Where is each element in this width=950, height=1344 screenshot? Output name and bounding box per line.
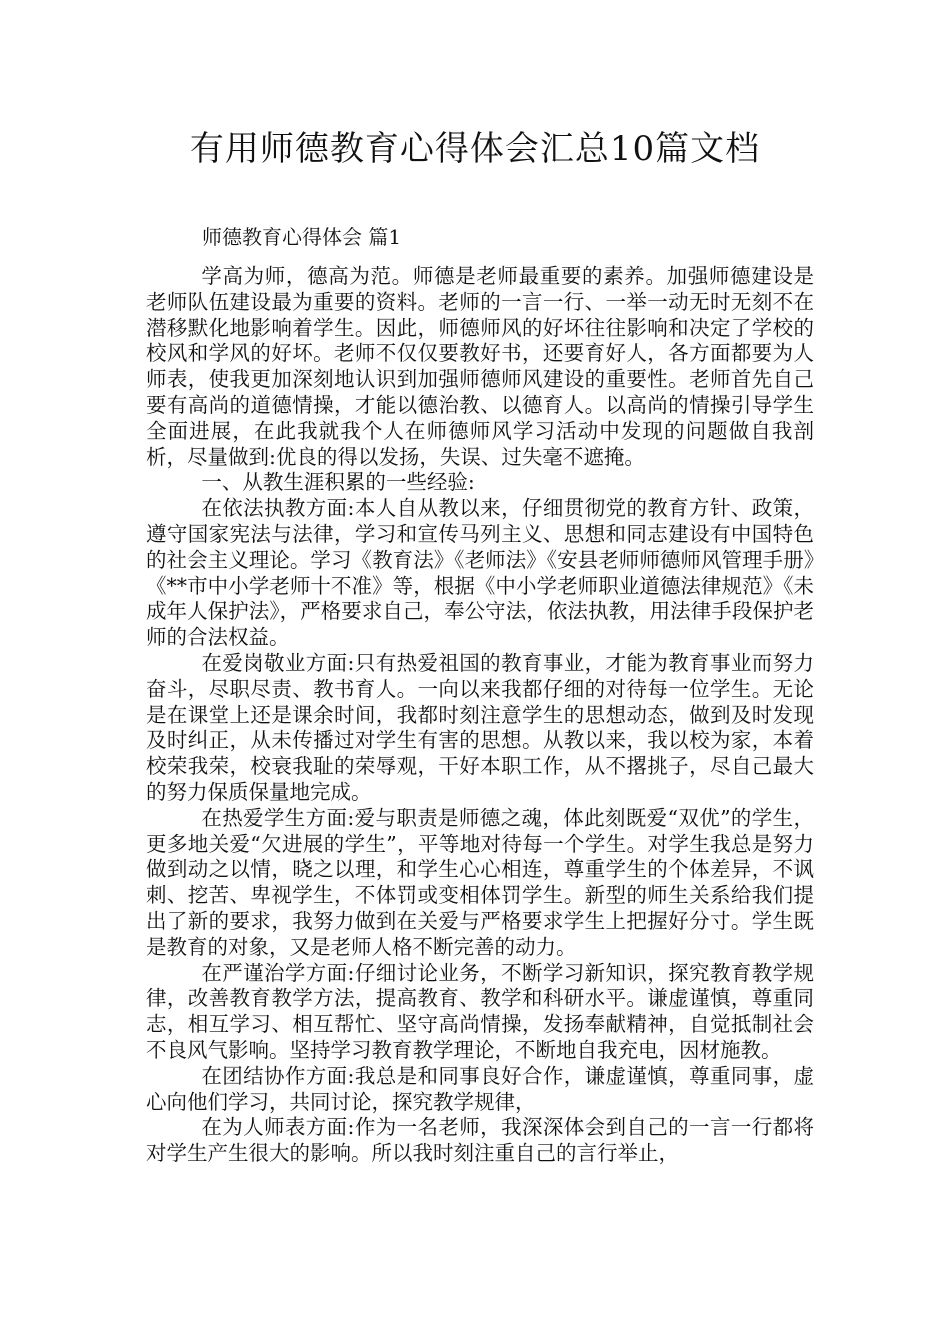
paragraph-love-students: 在热爱学生方面:爱与职责是师德之魂，体此刻既爱“双优”的学生，更多地关爱“欠进展的学生”，平等地对待每一个学生。对学生我总是努力做到动之以情，晓之以理，和学生心心相连，尊重学生的个体差异，不讽刺、挖苦、卑视学生，不体罚或变相体罚学生。新型的师生关系给我们提出了新的要求，我努力做到在关爱与严格要求学生上把握好分寸。学生既是教育的对象，又是老师人格不断完善的动力。 [146, 805, 814, 959]
paragraph-law-teaching: 在依法执教方面:本人自从教以来，仔细贯彻党的教育方针、政策，遵守国家宪法与法律，学习和宣传马列主义、思想和同志建设有中国特色的社会主义理论。学习《教育法》《老师法》《安县老师师德师风管理手册》《**市中小学老师十不准》等，根据《中小学老师职业道德法律规范》《未成年人保护法》，严格要求自己，奉公守法，依法执教，用法律手段保护老师的合法权益。 [146, 496, 814, 650]
paragraph-teamwork: 在团结协作方面:我总是和同事良好合作，谦虚谨慎，尊重同事，虚心向他们学习，共同讨论，探究教学规律， [146, 1063, 814, 1114]
paragraph-intro: 学高为师，德高为范。师德是老师最重要的素养。加强师德建设是老师队伍建设最为重要的资料。老师的一言一行、一举一动无时无刻不在潜移默化地影响着学生。因此，师德师风的好坏往往影响和决定了学校的校风和学风的好坏。老师不仅仅要教好书，还要育好人，各方面都要为人师表，使我更加深刻地认识到加强师德师风建设的重要性。老师首先自己要有高尚的道德情操，才能以德治教、以德育人。以高尚的情操引导学生全面进展，在此我就我个人在师德师风学习活动中发现的问题做自我剖析，尽量做到:优良的得以发扬，失误、过失毫不遮掩。 [146, 264, 814, 469]
section-heading: 师德教育心得体会 篇1 [202, 225, 402, 249]
document-title: 有用师德教育心得体会汇总10篇文档 [189, 129, 761, 169]
paragraph-experience-heading: 一、从教生涯积累的一些经验: [201, 470, 475, 495]
paragraph-rigorous-study: 在严谨治学方面:仔细讨论业务，不断学习新知识，探究教育教学规律，改善教育教学方法，提高教育、教学和科研水平。谦虚谨慎，尊重同志，相互学习、相互帮忙、坚守高尚情操，发扬奉献精神，自觉抵制社会不良风气影响。坚持学习教育教学理论，不断地自我充电，因材施教。 [146, 960, 814, 1062]
paragraph-role-model: 在为人师表方面:作为一名老师，我深深体会到自己的一言一行都将对学生产生很大的影响。所以我时刻注重自己的言行举止， [146, 1115, 814, 1166]
document-body [146, 264, 814, 1167]
paragraph-dedication: 在爱岗敬业方面:只有热爱祖国的教育事业，才能为教育事业而努力奋斗，尽职尽责、教书育人。一向以来我都仔细的对待每一位学生。无论是在课堂上还是课余时间，我都时刻注意学生的思想动态，做到及时发现及时纠正，从未传播过对学生有害的思想。从教以来，我以校为家，本着校荣我荣，校衰我耻的荣辱观，干好本职工作，从不撂挑子，尽自己最大的努力保质保量地完成。 [146, 650, 814, 804]
